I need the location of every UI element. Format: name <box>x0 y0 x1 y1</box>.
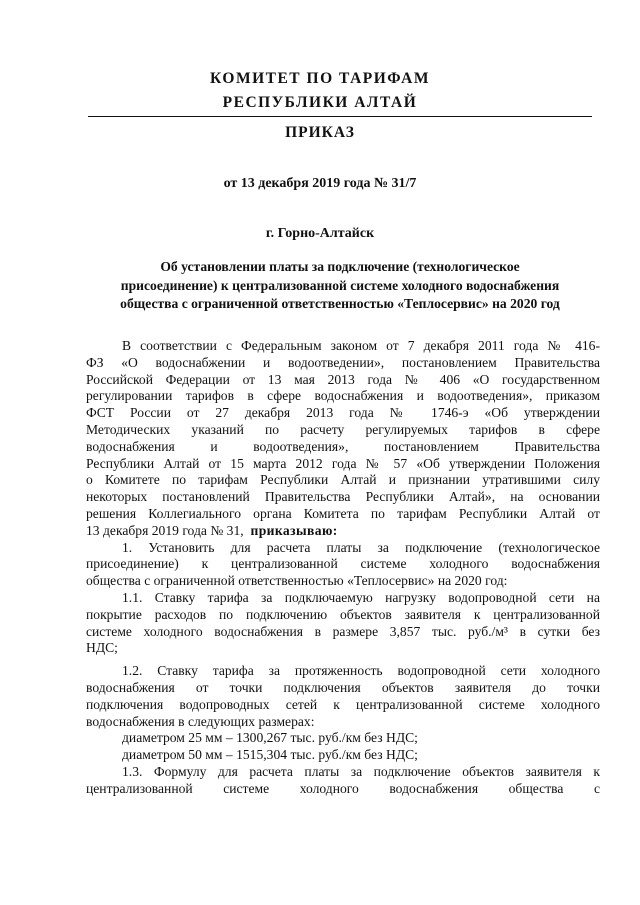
body-line: централизованной системе холодного водоснабжения общества с <box>86 780 600 796</box>
body-line: НДС; <box>86 640 118 656</box>
body-line: Методических указаний по расчету регулируемых тарифов в сфере <box>86 421 600 437</box>
intro-last: 13 декабря 2019 года № 31, <box>86 522 244 538</box>
body-line: водоснабжения в следующих размерах: <box>86 713 315 729</box>
subject-line: присоединение) к централизованной системе холодного водоснабжения <box>120 277 560 293</box>
body-line: присоединение) к централизованной системе холодного водоснабжения <box>86 556 600 572</box>
document-body <box>86 338 600 798</box>
body-line <box>86 523 600 540</box>
body-line: диаметром 50 мм – 1515,304 тыс. руб./км без НДС; <box>122 747 418 763</box>
document-date-number: от 13 декабря 2019 года № 31/7 <box>223 176 417 191</box>
order-word: приказываю: <box>250 522 338 538</box>
body-line: системе холодного водоснабжения в размере 3,857 тыс. руб./м³ в сутки без <box>86 623 600 639</box>
body-line: регулировании тарифов в сфере водоснабжения и водоотведения», приказом <box>86 388 600 404</box>
header-divider <box>88 116 592 117</box>
body-line: 1. Установить для расчета платы за подключение (технологическое <box>122 539 600 555</box>
body-line: покрытие расходов по подключению объектов заявителя к централизованной <box>86 606 600 622</box>
document-city: г. Горно-Алтайск <box>265 226 375 241</box>
body-line: водоснабжения от точки подключения объектов заявителя до точки <box>86 679 600 695</box>
body-line: общества с ограниченной ответственностью «Теплосервис» на 2020 год: <box>86 573 508 589</box>
body-line: водоснабжения и водоотведения», постановлением Правительства <box>86 438 600 454</box>
body-line: подключения водопроводных сетей к централизованной системе холодного <box>86 696 600 712</box>
body-line: некоторых постановлений Правительства Республики Алтай», на основании <box>86 489 600 505</box>
body-line: диаметром 25 мм – 1300,267 тыс. руб./км без НДС; <box>122 730 418 746</box>
body-line: Российской Федерации от 13 мая 2013 года № 406 «О государственном <box>86 371 600 387</box>
body-line: ФСТ России от 27 декабря 2013 года № 1746-э «Об утверждении <box>86 405 600 421</box>
committee-name: КОМИТЕТ ПО ТАРИФАМ <box>210 70 430 87</box>
body-line: В соответствии с Федеральным законом от 7 декабря 2011 года № 416- <box>122 338 600 353</box>
body-line: о Комитете по тарифам Республики Алтай и признании утратившими силу <box>86 472 600 488</box>
republic-name: РЕСПУБЛИКИ АЛТАЙ <box>222 94 418 111</box>
subject-line: общества с ограниченной ответственностью «Теплосервис» на 2020 год <box>120 296 560 311</box>
body-line: решения Коллегиального органа Комитета по тарифам Республики Алтай от <box>86 505 600 521</box>
body-line: ФЗ «О водоснабжении и водоотведении», постановлением Правительства <box>86 354 600 370</box>
body-line: 1.2. Ставку тарифа за протяженность водопроводной сети холодного <box>122 663 600 679</box>
body-line: Республики Алтай от 15 марта 2012 года № 57 «Об утверждении Положения <box>86 455 600 471</box>
subject-line: Об установлении платы за подключение (технологическое <box>160 259 520 274</box>
document-subject <box>80 258 600 314</box>
document-type: ПРИКАЗ <box>285 124 355 141</box>
body-line: 1.3. Формулу для расчета платы за подключение объектов заявителя к <box>122 763 600 779</box>
body-line: 1.1. Ставку тарифа за подключаемую нагрузку водопроводной сети на <box>122 589 600 605</box>
